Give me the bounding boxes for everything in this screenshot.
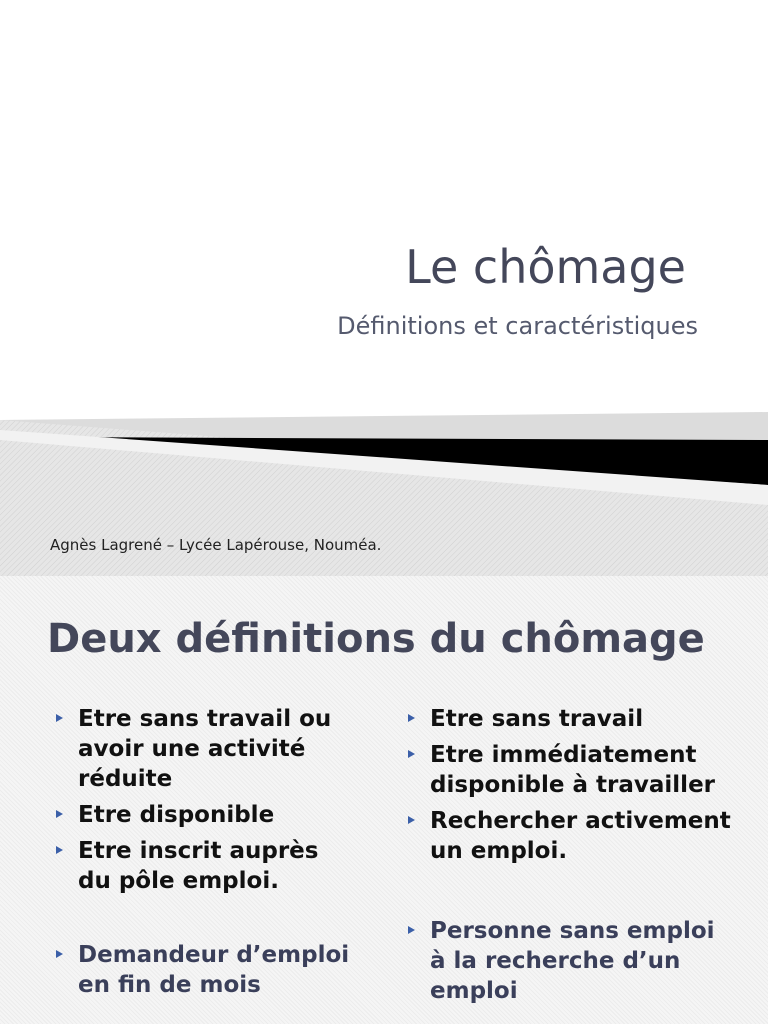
bullet-arrow-icon (56, 950, 63, 958)
bullet-arrow-icon (56, 846, 63, 854)
list-item (54, 800, 354, 830)
right-definition-list (406, 704, 736, 1012)
bullet-arrow-icon (408, 926, 415, 934)
bullet-arrow-icon (408, 750, 415, 758)
list-item (54, 836, 354, 896)
content-slide (0, 576, 768, 1024)
list-item (406, 704, 736, 734)
bullet-arrow-icon (408, 816, 415, 824)
author-line: Agnès Lagrené – Lycée Lapérouse, Nouméa. (50, 536, 382, 554)
presentation-title: Le chômage (405, 240, 686, 294)
list-item (406, 740, 736, 800)
bullet-arrow-icon (408, 714, 415, 722)
slide-heading: Deux définitions du chômage (47, 616, 705, 662)
bullet-arrow-icon (56, 810, 63, 818)
definition-text: Personne sans emploi à la recherche d’un emploi (430, 918, 715, 1004)
bullet-text: Etre inscrit auprès du pôle emploi. (78, 838, 319, 894)
bullet-text: Etre disponible (78, 802, 275, 828)
bullet-arrow-icon (56, 714, 63, 722)
definition-item (406, 916, 736, 1006)
list-item (54, 704, 354, 794)
bullet-text: Etre sans travail (430, 706, 644, 732)
bullet-text: Etre sans travail ou avoir une activité réduite (78, 706, 332, 792)
definition-text: Demandeur d’emploi en fin de mois (78, 942, 350, 998)
bullet-text: Etre immédiatement disponible à travailler (430, 742, 716, 798)
bullet-text: Rechercher activement un emploi. (430, 808, 731, 864)
left-definition-list (54, 704, 354, 1006)
definition-item (54, 940, 354, 1000)
presentation-subtitle: Définitions et caractéristiques (337, 312, 698, 340)
list-item (406, 806, 736, 866)
